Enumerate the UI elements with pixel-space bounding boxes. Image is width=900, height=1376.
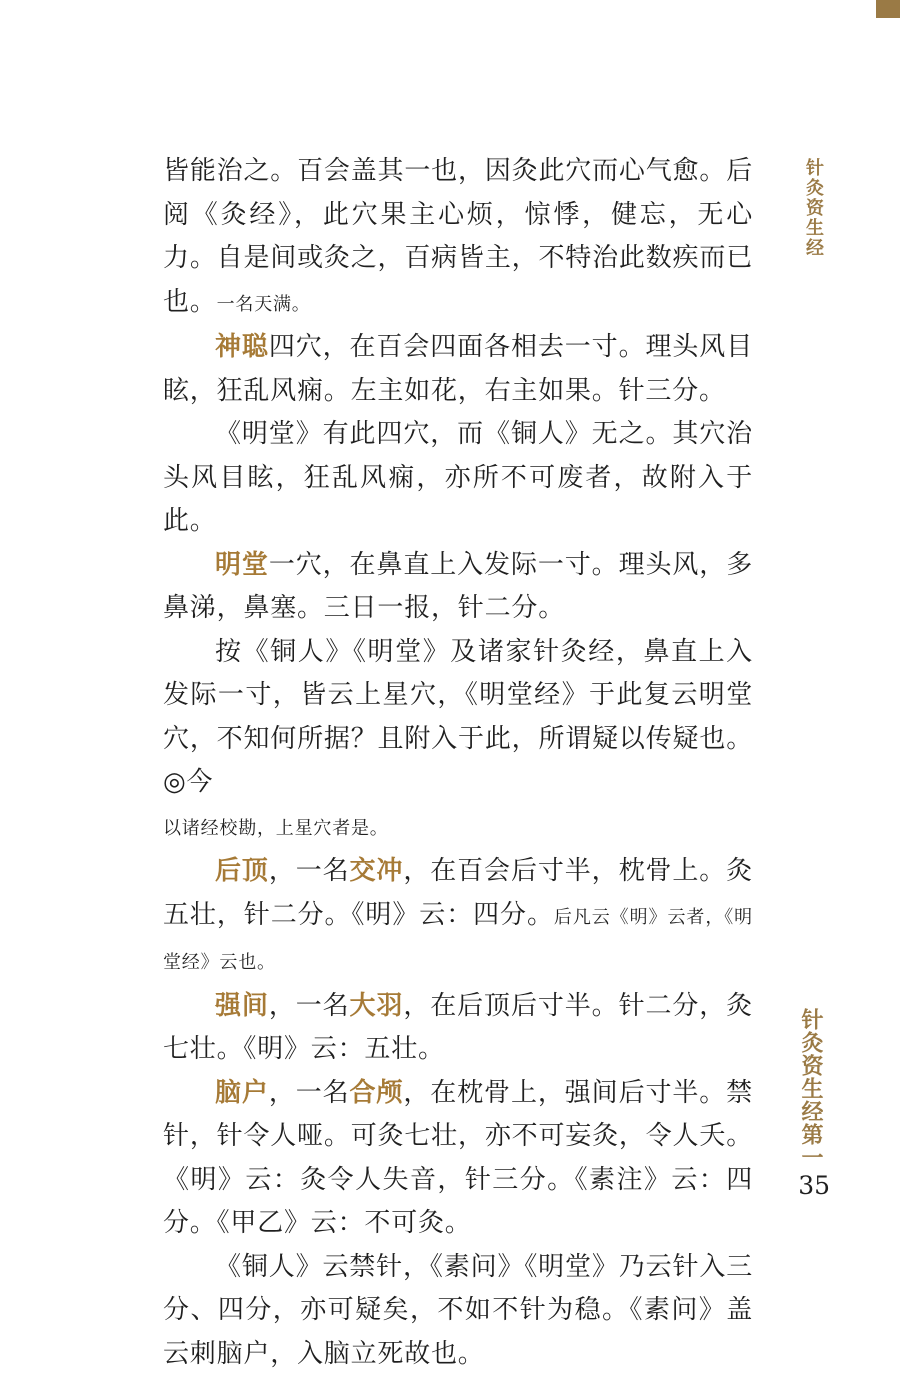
entry-note: 后凡云《明》云者，《明堂经》云也。 xyxy=(163,907,753,974)
main-text-body xyxy=(163,150,753,1376)
paragraph-text: 皆能治之。百会盖其一也，因灸此穴而心气愈。后阅《灸经》，此穴果主心烦，惊悸，健忘，无心力。自是间或灸之，百病皆主，不特治此数疾而已也。 xyxy=(163,156,753,317)
acupoint-name: 神聪 xyxy=(215,332,269,362)
commentary-text: 《明堂》有此四穴，而《铜人》无之。其穴治头风目眩，狂乱风痫，亦所不可废者，故附入于此。 xyxy=(163,419,753,536)
entry-alias-prefix: ，一名 xyxy=(269,1078,350,1108)
acupoint-alias: 交冲 xyxy=(350,856,404,886)
commentary-text: 《铜人》云禁针，《素问》《明堂》乃云针入三分、四分，亦可疑矣，不如不针为稳。《素问》盖云刺脑户，入脑立死故也。 xyxy=(163,1252,753,1369)
entry-houding xyxy=(163,850,753,985)
entry-qiangjian xyxy=(163,985,753,1072)
entry-mingtang xyxy=(163,544,753,631)
entry-shencong xyxy=(163,326,753,413)
acupoint-name: 强间 xyxy=(215,991,269,1021)
entry-naohu xyxy=(163,1072,753,1246)
page-number: 35 xyxy=(798,1171,830,1200)
running-head-title: 针灸资生经 xyxy=(800,158,826,258)
paragraph-baihui-continued xyxy=(163,150,753,326)
acupoint-name: 脑户 xyxy=(215,1078,269,1108)
commentary-note: 以诸经校勘，上星穴者是。 xyxy=(163,818,389,839)
paragraph-note: 一名天满。 xyxy=(217,294,311,315)
entry-text: ，在百会后寸半，枕骨上。灸五壮，针二分。《明》云：四分。 xyxy=(163,856,753,930)
entry-alias-prefix: ，一名 xyxy=(269,856,350,886)
acupoint-alias: 合颅 xyxy=(350,1078,404,1108)
entry-text: ，在枕骨上，强间后寸半。禁针，针令人哑。可灸七壮，亦不可妄灸，令人夭。《明》云：灸令人失音，针三分。《素注》云：四分。《甲乙》云：不可灸。 xyxy=(163,1078,753,1239)
entry-text: 四穴，在百会四面各相去一寸。理头风目眩，狂乱风痫。左主如花，右主如果。针三分。 xyxy=(163,332,753,406)
entry-alias-prefix: ，一名 xyxy=(269,991,350,1021)
commentary-mingtang xyxy=(163,631,753,851)
commentary-text: 按《铜人》《明堂》及诸家针灸经，鼻直上入发际一寸，皆云上星穴，《明堂经》于此复云明堂穴，不知何所据？且附入于此，所谓疑以传疑也。◎今 xyxy=(163,637,753,798)
acupoint-name: 明堂 xyxy=(215,550,269,580)
entry-text: ，在后顶后寸半。针二分，灸七壮。《明》云：五壮。 xyxy=(163,991,753,1065)
acupoint-name: 后顶 xyxy=(215,856,269,886)
running-head-chapter: 针灸资生经第一 xyxy=(795,1008,826,1169)
corner-tab-mark xyxy=(876,0,900,18)
commentary-naohu xyxy=(163,1246,753,1376)
acupoint-alias: 大羽 xyxy=(350,991,404,1021)
commentary-shencong xyxy=(163,413,753,544)
entry-text: 一穴，在鼻直上入发际一寸。理头风，多鼻涕，鼻塞。三日一报，针二分。 xyxy=(163,550,753,624)
